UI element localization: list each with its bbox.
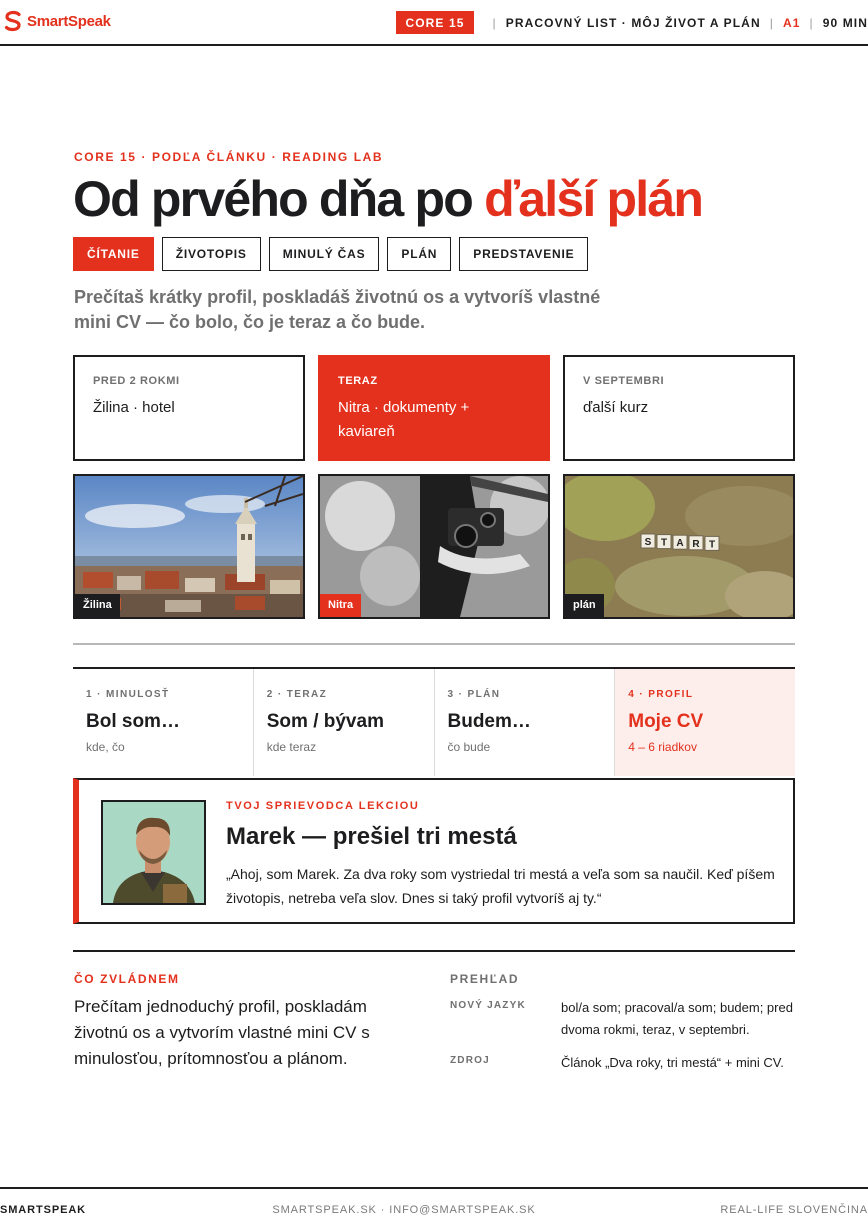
learn-text: Prečítam jednoduchý profil, poskladám životnú os a vytvorím vlastné mini CV s minulosťou, prítomnosťou a plánom. [74,997,370,1068]
step-number: 2 · TERAZ [266,689,328,700]
photo-plan [563,474,795,619]
step-subtitle: čo bude [447,740,491,754]
timeline-past [73,355,305,461]
tag-plan[interactable]: PLÁN [387,237,451,271]
letter-tile [641,534,655,548]
step-number: 1 · MINULOSŤ [86,689,170,700]
core-badge: CORE 15 [396,11,473,34]
top-bar [0,0,868,46]
svg-text:A: A [676,538,684,550]
footer-brand: SMARTSPEAK [0,1204,87,1216]
step-number: 3 · PLÁN [447,689,501,700]
brand-name: SmartSpeak [27,12,111,30]
guide-quote: „Ahoj, som Marek. Za dva roky som vystriedal tri mestá a veľa som sa naučil. Keď píšem životopis, netreba veľa slov. Dnes si taký profil vytvoríš aj ty.“ [226,866,775,906]
svg-text:T: T [660,537,668,549]
timeline-future [563,355,795,461]
duration: 90 MIN [822,15,868,30]
step-subtitle: 4 – 6 riadkov [628,740,697,754]
overview-value: Článok „Dva roky, tri mestá“ + mini CV. [561,1055,784,1070]
step-subtitle: kde, čo [86,740,125,754]
overview-value: bol/a som; pracoval/a som; budem; pred dvoma rokmi, teraz, v septembri. [561,1000,793,1037]
timeline-value: Žilina · hotel [93,399,175,416]
tag-predstavenie[interactable]: PREDSTAVENIE [459,237,588,271]
svg-text:S: S [644,537,652,548]
overview-kicker: PREHĽAD [450,972,520,986]
step-now[interactable] [254,669,435,776]
topic-tags [73,237,588,271]
timeline-value: ďalší kurz [583,399,649,416]
timeline-label: PRED 2 ROKMI [93,375,180,387]
timeline-label: V SEPTEMBRI [583,375,665,387]
step-title: Som / bývam [266,711,384,732]
step-title: Budem… [447,711,531,732]
svg-text:T: T [708,539,716,551]
learn-kicker: ČO ZVLÁDNEM [74,972,180,986]
photo-caption: Žilina [75,594,120,617]
guide-portrait-image [103,802,204,903]
overview-row [450,1052,795,1074]
guide-card [73,778,795,924]
step-title: Bol som… [86,711,180,732]
footer-tagline: REAL-LIFE SLOVENČINA [720,1204,868,1216]
letter-tile [689,536,703,550]
learning-goal [74,972,404,1072]
footer [0,1187,868,1228]
photo-caption: Nitra [320,594,361,617]
photo-nitra [318,474,550,619]
overview-row [450,997,795,1041]
lesson-steps [73,667,795,776]
lead-text: Prečítaš krátky profil, poskladáš životnú os a vytvoríš vlastné mini CV — čo bolo, čo je teraz a čo bude. [74,287,601,332]
smartspeak-logo-icon [2,9,24,33]
title-accent: ďalší plán [484,171,703,227]
step-past[interactable] [73,669,254,776]
worksheet-title: PRACOVNÝ LIST · MÔJ ŽIVOT A PLÁN [505,15,761,30]
footer-contact[interactable]: SMARTSPEAK.SK · INFO@SMARTSPEAK.SK [272,1204,536,1216]
letter-tile [673,535,687,549]
timeline-now [318,355,550,461]
photo-caption: plán [565,594,604,617]
photo-zilina [73,474,305,619]
overview-key: ZDROJ [450,1055,490,1066]
avatar [101,800,206,905]
guide-title: Marek — prešiel tri mestá [226,823,517,850]
step-title: Moje CV [628,711,704,732]
divider: | [809,15,814,30]
title-main: Od prvého dňa po [73,171,485,227]
page-title [73,170,702,228]
step-subtitle: kde teraz [266,740,317,754]
section-divider [73,643,795,645]
timeline-value: Nitra · dokumenty + kaviareň [338,399,470,440]
overview-key: NOVÝ JAZYK [450,1000,526,1011]
step-number: 4 · PROFIL [628,689,694,700]
hero-kicker: CORE 15 · PODĽA ČLÁNKU · READING LAB [74,150,384,164]
overview [450,972,795,1074]
brand-logo[interactable] [2,9,111,33]
timeline-label: TERAZ [338,375,378,387]
step-plan[interactable] [435,669,616,776]
section-divider [73,950,795,952]
tag-citanie[interactable]: ČÍTANIE [73,237,154,271]
letter-tile [705,536,719,550]
svg-text:R: R [692,538,700,550]
divider: | [769,15,774,30]
header-meta [396,11,868,34]
divider: | [492,15,497,30]
tag-minuly-cas[interactable]: MINULÝ ČAS [269,237,380,271]
level-badge: A1 [782,15,801,30]
step-profile[interactable] [615,669,795,776]
guide-kicker: TVOJ SPRIEVODCA LEKCIOU [226,800,420,812]
letter-tile [657,535,671,549]
tag-zivotopis[interactable]: ŽIVOTOPIS [162,237,261,271]
